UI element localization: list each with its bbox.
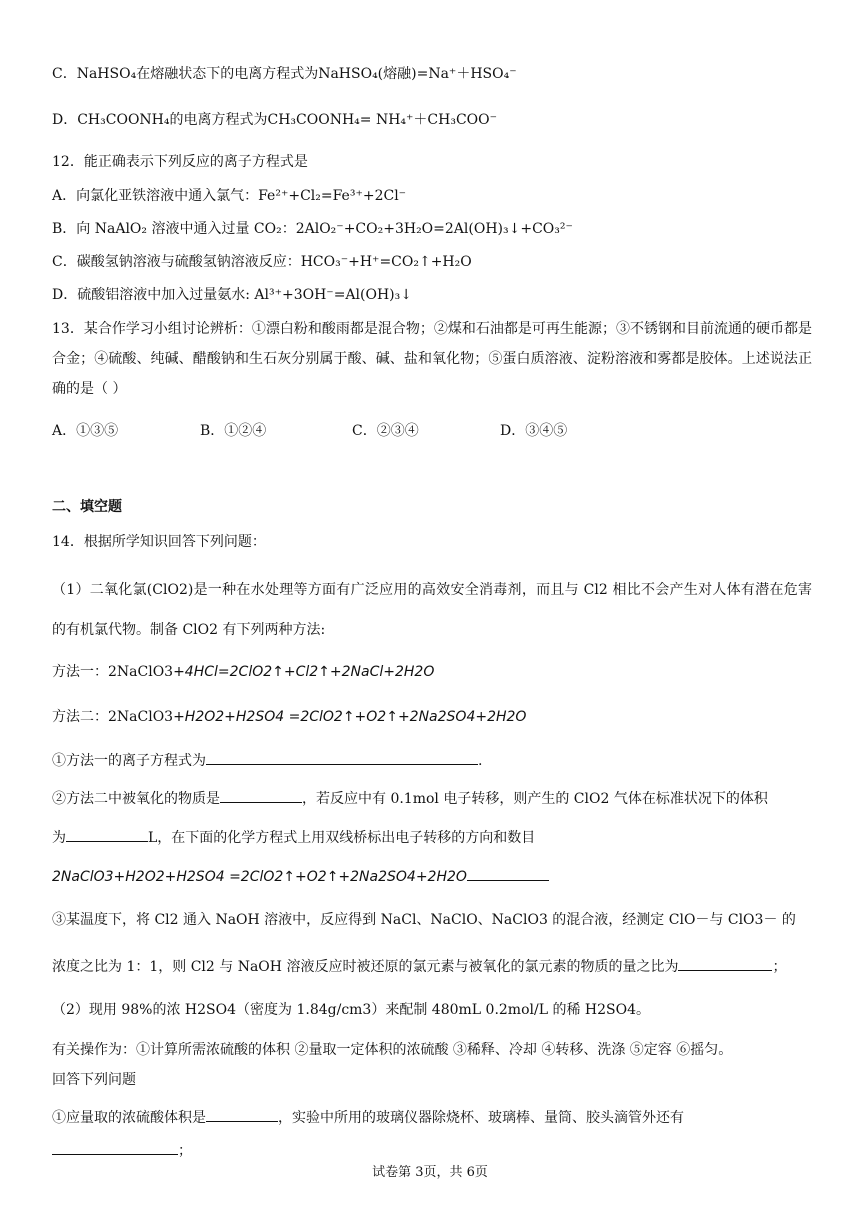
answer-blank-4[interactable] [467, 866, 549, 881]
q12-option-c: C．碳酸氢钠溶液与硫酸氢钠溶液反应：HCO₃⁻+H⁺=CO₂↑+H₂O [52, 254, 472, 270]
q14-sub2-line1 [52, 788, 812, 809]
section-title: 二、填空题 [52, 499, 122, 515]
q14-part1-intro: （1）二氧化氯(ClO2)是一种在水处理等方面有广泛应用的高效安全消毒剂，而且与 Cl2 相比不会产生对人体有潜在危害的有机氯代物。制备 ClO2 有下列两种方法: [52, 582, 812, 638]
q14-sub2-equation-line [52, 866, 812, 887]
answer-blank-5[interactable] [678, 956, 772, 971]
answer-blank-1[interactable] [206, 750, 478, 765]
sub2-text-d: L，在下面的化学方程式上用双线桥标出电子转移的方向和数目 [148, 830, 536, 846]
q12-option-a: A．向氯化亚铁溶液中通入氯气：Fe²⁺+Cl₂=Fe³⁺+2Cl⁻ [52, 188, 407, 204]
q13-choice-a: A．①③⑤ [52, 423, 119, 439]
q14-stem: 14．根据所学知识回答下列问题： [52, 534, 266, 550]
q13-choice-b: B．①②④ [200, 423, 267, 439]
sub2-equation: 2NaClO3+H2O2+H2SO4 =2ClO2↑+O2↑+2Na2SO4+2H2O [52, 869, 467, 885]
method2-equation: +H2O2+H2SO4 =2ClO2↑+O2↑+2Na2SO4+2H2O [173, 709, 527, 725]
q13-stem: 13．某合作学习小组讨论辨析：①漂白粉和酸雨都是混合物；②煤和石油都是可再生能源；③不锈钢和目前流通的硬币都是合金；④硫酸、纯碱、醋酸钠和生石灰分别属于酸、碱、盐和氧化物；⑤蛋白质溶液、淀粉溶液和雾都是胶体。上述说法正确的是（ ） [52, 321, 812, 397]
q14-part2-answer-label: 回答下列问题 [52, 1072, 136, 1088]
q14-sub2-line2 [52, 827, 812, 848]
sub2-text-c: 为 [52, 830, 66, 846]
sub3-end: ； [772, 959, 787, 975]
q11-option-c: C．NaHSO₄在熔融状态下的电离方程式为NaHSO₄(熔融)=Na⁺＋HSO₄⁻ [52, 66, 517, 82]
sub3-text-b: 浓度之比为 1：1，则 Cl2 与 NaOH 溶液反应时被还原的氯元素与被氧化的氯元素的物质的量之比为 [52, 959, 679, 975]
q14-sub3-line1: ③某温度下，将 Cl2 通入 NaOH 溶液中，反应得到 NaCl、NaClO、NaClO3 的混合液，经测定 ClO－与 ClO3－ 的 [52, 912, 796, 928]
sub1-text: ①方法一的离子方程式为 [52, 753, 206, 769]
q11-option-d: D．CH₃COONH₄的电离方程式为CH₃COONH₄= NH₄⁺＋CH₃COO⁻ [52, 112, 497, 128]
q14-part2-q1-line2 [52, 1140, 812, 1161]
q13-choice-c: C．②③④ [352, 423, 419, 439]
q12-stem: 12．能正确表示下列反应的离子方程式是 [52, 154, 308, 170]
answer-blank-6[interactable] [206, 1107, 278, 1122]
part2-q1-text: ①应量取的浓硫酸体积是 [52, 1110, 206, 1126]
page-footer: 试卷第 3页，共 6页 [372, 1165, 488, 1180]
answer-blank-2[interactable] [220, 788, 302, 803]
q14-sub1 [52, 750, 812, 771]
method1-equation: +4HCl=2ClO2↑+Cl2↑+2NaCl+2H2O [173, 664, 435, 680]
sub2-text-b: ，若反应中有 0.1mol 电子转移，则产生的 ClO2 气体在标准状况下的体积 [302, 791, 768, 807]
q13-choice-d: D．③④⑤ [500, 423, 568, 439]
q12-option-d: D．硫酸铝溶液中加入过量氨水: Al³⁺+3OH⁻=Al(OH)₃↓ [52, 287, 412, 303]
q14-sub3-line2 [52, 956, 812, 977]
answer-blank-7[interactable] [52, 1140, 178, 1155]
q14-method2 [52, 707, 812, 727]
part2-q1-text-b: ，实验中所用的玻璃仪器除烧杯、玻璃棒、量筒、胶头滴管外还有 [278, 1110, 684, 1126]
q14-part2-intro: （2）现用 98%的浓 H2SO4（密度为 1.84g/cm3）来配制 480mL 0.2mol/L 的稀 H2SO4。 [52, 1002, 650, 1018]
q14-method1 [52, 662, 812, 682]
part2-q1-end: ； [178, 1143, 192, 1159]
method2-label: 方法二：2NaClO3 [52, 709, 174, 725]
sub1-end: . [478, 753, 483, 769]
q14-part2-q1 [52, 1107, 812, 1128]
method1-label: 方法一：2NaClO3 [52, 664, 174, 680]
q12-option-b: B．向 NaAlO₂ 溶液中通入过量 CO₂：2AlO₂⁻+CO₂+3H₂O=2Al(OH)₃↓+CO₃²⁻ [52, 221, 573, 237]
sub2-text-a: ②方法二中被氧化的物质是 [52, 791, 220, 807]
answer-blank-3[interactable] [66, 827, 148, 842]
q14-part2-operations: 有关操作为：①计算所需浓硫酸的体积 ②量取一定体积的浓硫酸 ③稀释、冷却 ④转移、洗涤 ⑤定容 ⑥摇匀。 [52, 1042, 733, 1058]
